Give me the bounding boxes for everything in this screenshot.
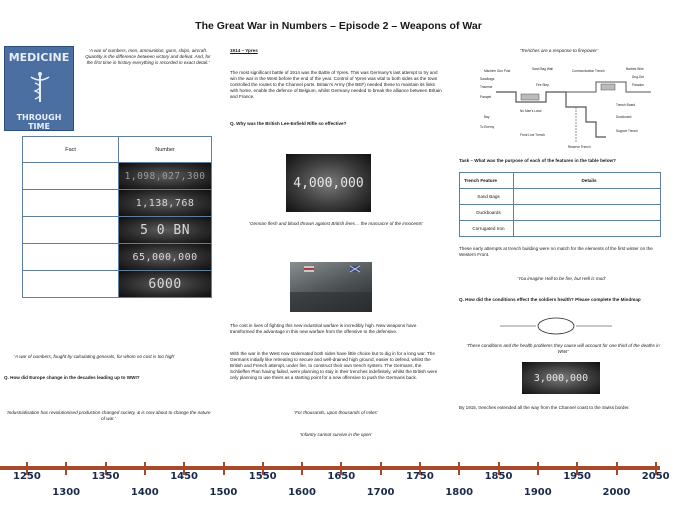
- trench-label: Communication Trench: [572, 69, 605, 73]
- caduceus-icon: [27, 71, 53, 103]
- fact-cell[interactable]: [23, 244, 119, 271]
- timeline-tick: [616, 462, 618, 475]
- timeline-tick: [537, 462, 539, 475]
- logo-top-word: MEDICINE: [8, 51, 70, 64]
- timeline-year-label: 1700: [366, 487, 395, 498]
- trench-label: Trench Board: [616, 103, 636, 107]
- timeline-year-label: 1350: [91, 471, 120, 482]
- mindmap[interactable]: [496, 313, 616, 339]
- photo-number: 4,000,000: [293, 175, 364, 191]
- miles-caption: ‘For thousands, upon thousands of miles’: [294, 410, 378, 415]
- trench-label: Traverse: [480, 85, 493, 89]
- page-title: The Great War in Numbers – Episode 2 – Weapons of War: [195, 20, 482, 32]
- trench-diagram: [476, 62, 662, 150]
- stalemate-paragraph: With the war in the West now stalemated both sides have little choice but to dig in for a long war. The Germans initially like retreating to secure and well-drained high ground, easier to defend, whilst the British and French attempt, under fire, to construct their own trench system. The Germans, the Schlieffen Plan having failed, were planning to stay in their trenches indefinitely, whilst the British were only planning to use theirs as a starting point for a new offensive to push the Germans back.: [230, 351, 438, 380]
- timeline-year-label: 1250: [13, 471, 41, 482]
- industrialisation-quote: ‘Industrialisation has revolutionised production changed society, & is now about to change the nature of war.’: [6, 410, 211, 421]
- details-cell[interactable]: [514, 221, 661, 237]
- timeline-year-label: 1750: [406, 471, 434, 482]
- timeline-tick: [65, 462, 67, 475]
- three-million-photo: [522, 362, 600, 394]
- timeline-tick: [380, 462, 382, 475]
- medicine-through-time-logo: [4, 46, 74, 131]
- trench-label: No Man's Land: [520, 109, 542, 113]
- timeline-year-label: 1900: [523, 487, 552, 498]
- timeline-tick: [458, 462, 460, 475]
- fact-cell[interactable]: [23, 271, 119, 298]
- one-third-deaths-quote: ‘These conditions and the health problems they cause will account for one third of the deaths in WWI’: [466, 343, 660, 354]
- number-image: 65,000,000: [119, 244, 212, 271]
- rifle-question: Q. Why was the British Lee-Enfield Rifle so effective?: [230, 121, 347, 126]
- infantry-caption: ‘Infantry cannot survive in the open’: [299, 432, 373, 437]
- warfare-photo: [290, 262, 372, 312]
- early-trenches-paragraph: These early attempts at trench building were no match for the elements of the first winter on the Western Front.: [459, 246, 653, 257]
- timeline-year-label: 1600: [288, 487, 316, 498]
- lives-paragraph: The cost in lives of fighting this new industrial warfare is incredibly high. New weapons have transformed the advantage in this new warfare from the offensive to the defensive.: [230, 323, 417, 334]
- flags-image: [290, 262, 372, 312]
- feature-corrugated-iron: Corrugated Iron: [460, 221, 514, 237]
- firepower-quote: ‘Trenches are a response to firepower’: [519, 48, 599, 53]
- trench-label: Dug-Out: [632, 75, 645, 79]
- calculating-generals-quote: ‘A war of numbers, fought by calculating generals, for whom no cost is too high’: [14, 354, 175, 359]
- trench-features-table: [459, 172, 661, 237]
- intro-quote: ‘A war of numbers, men, ammunition, guns, ships, aircraft. Quantity is the difference between victory and defeat. And, for the first time in history everything is recorded in exact detail.’: [85, 48, 211, 65]
- details-header: Details: [514, 173, 661, 189]
- fact-cell[interactable]: [23, 217, 119, 244]
- timeline-tick: [223, 462, 225, 475]
- ypres-paragraph: The most significant battle of 1914 was the Battle of Ypres. This was Germany’s last attempt to try and win the war in the West before the end of the year. Control of Ypres was vital to both sides as the town controlled the routes to the Channel ports. Britain’s Army (the BEF) needed these to maintain its links with home, enable the defence of Belgium, whilst Germany needed to break the alliance between Britain and France.: [230, 70, 442, 99]
- ypres-heading: 1914 – Ypres: [230, 48, 258, 53]
- timeline-year-label: 1400: [130, 487, 159, 498]
- timeline-year-label: 1550: [248, 471, 277, 482]
- number-image: 5 0 BN: [119, 217, 212, 244]
- massacre-caption: ‘German flesh and blood thrown against British lines… the massacre of the innocents’: [248, 221, 424, 226]
- photo-number: 3,000,000: [533, 372, 589, 384]
- feature-header: Trench Feature: [460, 173, 514, 189]
- health-question: Q. How did the conditions effect the soldiers health? Please complete the Mindmap: [459, 297, 641, 302]
- trench-label: Fire Step: [536, 83, 549, 87]
- trench-label: Support Trench: [616, 129, 638, 133]
- timeline-year-label: 1500: [209, 487, 238, 498]
- trench-label: Parados: [632, 83, 644, 87]
- trench-label: Bay: [484, 115, 490, 119]
- trench-label: To Enemy: [480, 125, 495, 129]
- trench-label: Barbed Wire: [626, 67, 644, 71]
- timeline-tick: [144, 462, 146, 475]
- trench-label: Front Line Trench: [520, 133, 545, 137]
- trench-label: Sand Bag Wall: [532, 67, 553, 71]
- soldiers-number-photo: [286, 154, 371, 212]
- hell-mud-quote: ‘You imagine Hell to be fire, but Hell is mud’: [517, 276, 606, 281]
- details-cell[interactable]: [514, 205, 661, 221]
- timeline-year-label: 1850: [484, 471, 513, 482]
- timeline-year-label: 1450: [170, 471, 199, 482]
- number-header: Number: [119, 137, 212, 163]
- mindmap-centre[interactable]: [538, 318, 574, 334]
- trench-label: Parapet: [480, 95, 492, 99]
- number-image: 1,098,027,300: [119, 163, 212, 190]
- logo-bottom-word: THROUGH TIME: [16, 113, 62, 131]
- number-image: 6000: [119, 271, 212, 298]
- fact-cell[interactable]: [23, 190, 119, 217]
- timeline-tick: [301, 462, 303, 475]
- trench-label: Machine Gun Post: [484, 69, 511, 73]
- facts-table: [22, 136, 212, 298]
- europe-question: Q. How did Europe change in the decades leading up to WWI?: [4, 375, 140, 380]
- timeline-year-label: 1650: [327, 471, 356, 482]
- timeline-year-label: 2000: [602, 487, 631, 498]
- feature-sand-bags: Sand Bags: [460, 189, 514, 205]
- timeline-year-label: 1300: [52, 487, 81, 498]
- trench-label: Sandbags: [480, 77, 495, 81]
- fact-cell[interactable]: [23, 163, 119, 190]
- details-cell[interactable]: [514, 189, 661, 205]
- timeline-year-label: 1800: [445, 487, 474, 498]
- timeline-year-label: 2050: [641, 471, 670, 482]
- number-image: 1,138,768: [119, 190, 212, 217]
- fact-header: Fact: [23, 137, 119, 163]
- timeline-bar: [0, 466, 660, 470]
- feature-duckboards: Duckboards: [460, 205, 514, 221]
- swiss-border-paragraph: By 1915, trenches extended all the way from the Channel coast to the Swiss border.: [459, 405, 630, 410]
- timeline-year-label: 1950: [563, 471, 592, 482]
- trench-label: Reserve Trench: [568, 145, 591, 149]
- trench-label: Duckboard: [616, 115, 632, 119]
- trench-task: Task – What was the purpose of each of the features in the table below?: [459, 158, 616, 163]
